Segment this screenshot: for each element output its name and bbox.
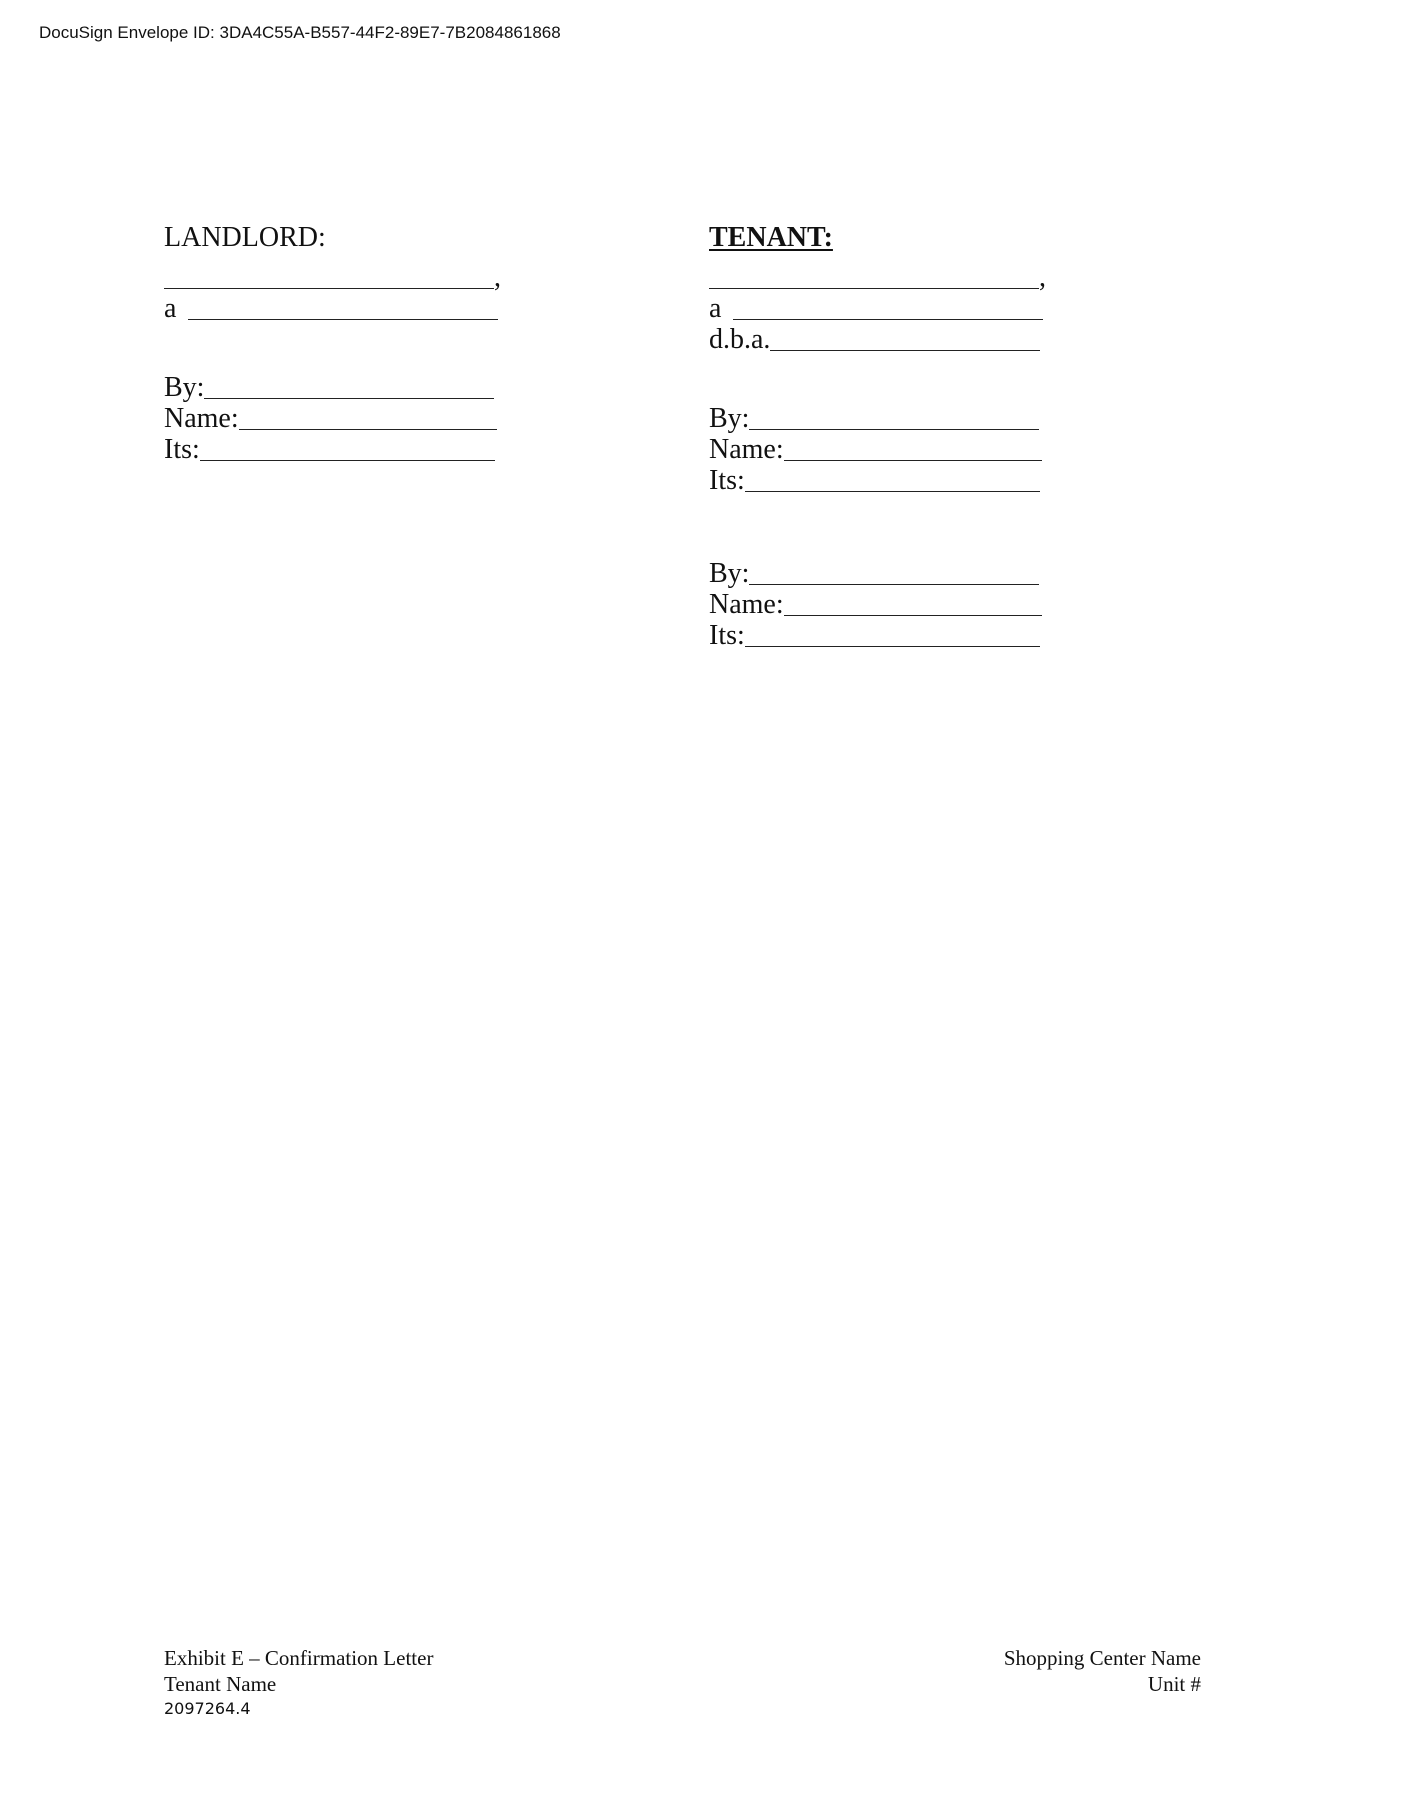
landlord-name-line[interactable] xyxy=(239,405,497,430)
tenant-entity-comma: , xyxy=(1039,262,1046,293)
footer-left xyxy=(164,1645,433,1721)
tenant-signer1-its-row xyxy=(709,465,1046,496)
tenant-signer2-by-row xyxy=(709,558,1046,589)
tenant-signer1-name-row xyxy=(709,434,1046,465)
tenant-dba-label: d.b.a. xyxy=(709,324,771,355)
tenant-heading: TENANT: xyxy=(709,222,833,253)
tenant-dba-row xyxy=(709,324,1046,355)
tenant-signer1-name-label: Name: xyxy=(709,434,784,465)
tenant-signer1-by-row xyxy=(709,403,1046,434)
footer-document-number: 2097264.4 xyxy=(164,1699,251,1718)
landlord-type-line[interactable] xyxy=(188,295,498,320)
landlord-signature-block xyxy=(164,222,501,465)
tenant-signer1-by-line[interactable] xyxy=(749,405,1039,430)
tenant-a-label: a xyxy=(709,293,722,324)
footer-right xyxy=(1004,1645,1201,1697)
tenant-type-row xyxy=(709,293,1046,324)
tenant-signer2-its-line[interactable] xyxy=(745,622,1040,647)
landlord-name-row xyxy=(164,403,501,434)
footer-shopping-center-name: Shopping Center Name xyxy=(1003,1646,1201,1670)
landlord-entity-line[interactable] xyxy=(164,264,494,289)
landlord-type-row xyxy=(164,293,501,324)
tenant-signer1-by-label: By: xyxy=(709,403,750,434)
tenant-signer1-name-line[interactable] xyxy=(784,436,1042,461)
tenant-signer1-its-line[interactable] xyxy=(745,467,1040,492)
tenant-signer2-name-row xyxy=(709,589,1046,620)
landlord-its-line[interactable] xyxy=(200,436,495,461)
tenant-type-line[interactable] xyxy=(733,295,1043,320)
landlord-name-label: Name: xyxy=(164,403,239,434)
tenant-signature-block xyxy=(709,222,1046,651)
tenant-dba-line[interactable] xyxy=(770,326,1040,351)
tenant-signer2-name-line[interactable] xyxy=(784,591,1042,616)
landlord-heading: LANDLORD: xyxy=(164,222,326,253)
landlord-its-row xyxy=(164,434,501,465)
tenant-entity-line[interactable] xyxy=(709,264,1039,289)
tenant-signer2-name-label: Name: xyxy=(709,589,784,620)
tenant-signer2-by-line[interactable] xyxy=(749,560,1039,585)
footer-unit-number: Unit # xyxy=(1147,1672,1201,1696)
landlord-by-row xyxy=(164,372,501,403)
landlord-a-label: a xyxy=(164,293,177,324)
tenant-signer2-its-label: Its: xyxy=(709,620,745,651)
tenant-entity-row xyxy=(709,262,1046,293)
landlord-by-label: By: xyxy=(164,372,205,403)
landlord-entity-comma: , xyxy=(494,262,501,293)
landlord-by-line[interactable] xyxy=(204,374,494,399)
tenant-signer2-by-label: By: xyxy=(709,558,750,589)
footer-tenant-name: Tenant Name xyxy=(164,1672,277,1696)
footer-exhibit-title: Exhibit E – Confirmation Letter xyxy=(164,1646,434,1670)
envelope-id-header: DocuSign Envelope ID: 3DA4C55A-B557-44F2-89E7-7B2084861868 xyxy=(39,23,561,42)
landlord-entity-row xyxy=(164,262,501,293)
tenant-signer1-its-label: Its: xyxy=(709,465,745,496)
tenant-signer2-its-row xyxy=(709,620,1046,651)
landlord-its-label: Its: xyxy=(164,434,200,465)
